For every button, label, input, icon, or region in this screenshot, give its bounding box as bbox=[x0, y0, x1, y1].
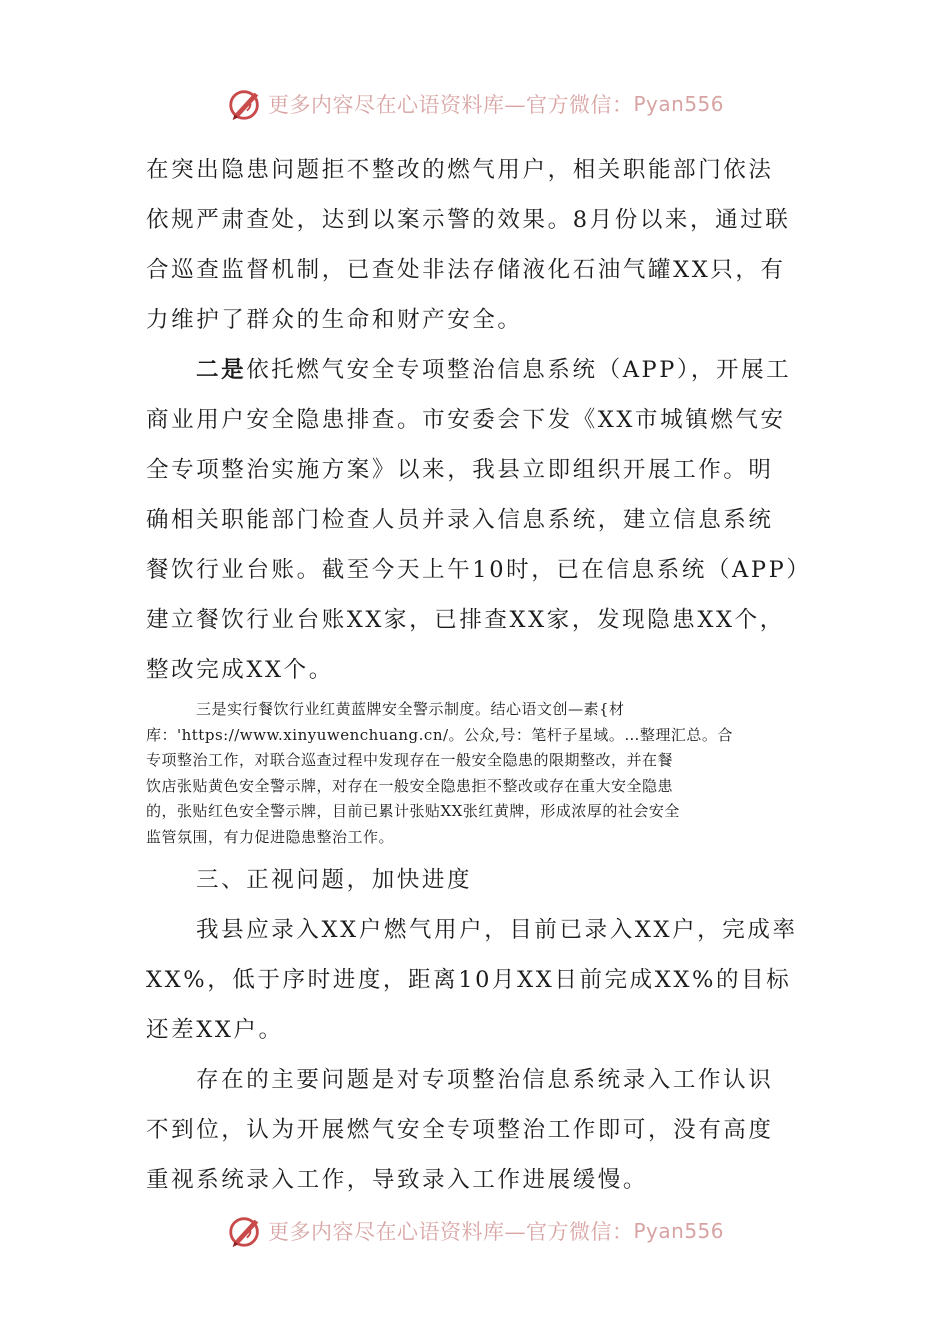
text-line: 重视系统录入工作，导致录入工作进展缓慢。 bbox=[146, 1167, 649, 1193]
text-line: 监管氛围，有力促进隐患整治工作。 bbox=[146, 827, 395, 846]
text-line-body: 依托燃气安全专项整治信息系统（APP），开展工 bbox=[246, 357, 792, 383]
banner-text: 更多内容尽在心语资料库—官方微信： bbox=[268, 93, 634, 117]
text-line: 还差XX户。 bbox=[146, 1017, 284, 1043]
paragraph-problems bbox=[146, 1055, 806, 1205]
text-line: 力维护了群众的生命和财产安全。 bbox=[146, 307, 523, 333]
text-line: 的，张贴红色安全警示牌，目前已累计张贴XX张红黄牌，形成浓厚的社会安全 bbox=[146, 802, 680, 820]
text-line: XX%，低于序时进度，距离10月XX日前完成XX%的目标 bbox=[146, 967, 792, 993]
text-line: 整改完成XX个。 bbox=[146, 657, 334, 683]
paragraph-enforcement bbox=[146, 145, 806, 345]
text-line: 不到位，认为开展燃气安全专项整治工作即可，没有高度 bbox=[146, 1117, 774, 1143]
section-heading bbox=[146, 855, 806, 905]
text-line: 在突出隐患问题拒不整改的燃气用户，相关职能部门依法 bbox=[146, 157, 774, 183]
paragraph-third-point bbox=[146, 697, 806, 850]
banner-wechat-id: Pyan556 bbox=[633, 1219, 725, 1243]
text-line: 库：'https://www.xinyuwenchuang.cn/。公众,号：笔杆子星域。…整理汇总。合 bbox=[146, 725, 733, 744]
banner-wechat-id: Pyan556 bbox=[633, 92, 725, 116]
text-line: 三是实行餐饮行业红黄蓝牌安全警示制度。结心语文创—素{材 bbox=[196, 700, 625, 718]
footer-banner bbox=[226, 1211, 726, 1251]
text-line: 建立餐饮行业台账XX家，已排查XX家，发现隐患XX个， bbox=[146, 607, 785, 633]
header-banner bbox=[226, 84, 726, 124]
text-line: 饮店张贴黄色安全警示牌，对存在一般安全隐患拒不整改或存在重大安全隐患 bbox=[146, 776, 674, 795]
document-body bbox=[146, 145, 812, 1205]
text-line: 合巡查监督机制，已查处非法存储液化石油气罐XX只，有 bbox=[146, 257, 786, 283]
text-line: 全专项整治实施方案》以来，我县立即组织开展工作。明 bbox=[146, 457, 774, 483]
heading-text: 三、正视问题，加快进度 bbox=[196, 867, 473, 893]
paragraph-second-point bbox=[146, 345, 812, 695]
text-line: 确相关职能部门检查人员并录入信息系统，建立信息系统 bbox=[146, 507, 774, 533]
paragraph-progress bbox=[146, 905, 806, 1055]
banner-text: 更多内容尽在心语资料库—官方微信： bbox=[268, 1220, 634, 1244]
text-line: 存在的主要问题是对专项整治信息系统录入工作认识 bbox=[196, 1067, 774, 1093]
pen-logo-icon bbox=[226, 85, 264, 123]
text-line bbox=[146, 345, 806, 395]
text-line: 我县应录入XX户燃气用户，目前已录入XX户，完成率 bbox=[196, 917, 798, 943]
text-line: 商业用户安全隐患排查。市安委会下发《XX市城镇燃气安 bbox=[146, 407, 786, 433]
point-lead: 二是 bbox=[196, 357, 247, 383]
text-line: 专项整治工作，对联合巡查过程中发现存在一般安全隐患的限期整改，并在餐 bbox=[146, 751, 674, 769]
text-line: 餐饮行业台账。截至今天上午10时，已在信息系统（APP） bbox=[146, 557, 812, 583]
pen-logo-icon bbox=[226, 1212, 264, 1250]
text-line: 依规严肃查处，达到以案示警的效果。8月份以来，通过联 bbox=[146, 207, 791, 233]
